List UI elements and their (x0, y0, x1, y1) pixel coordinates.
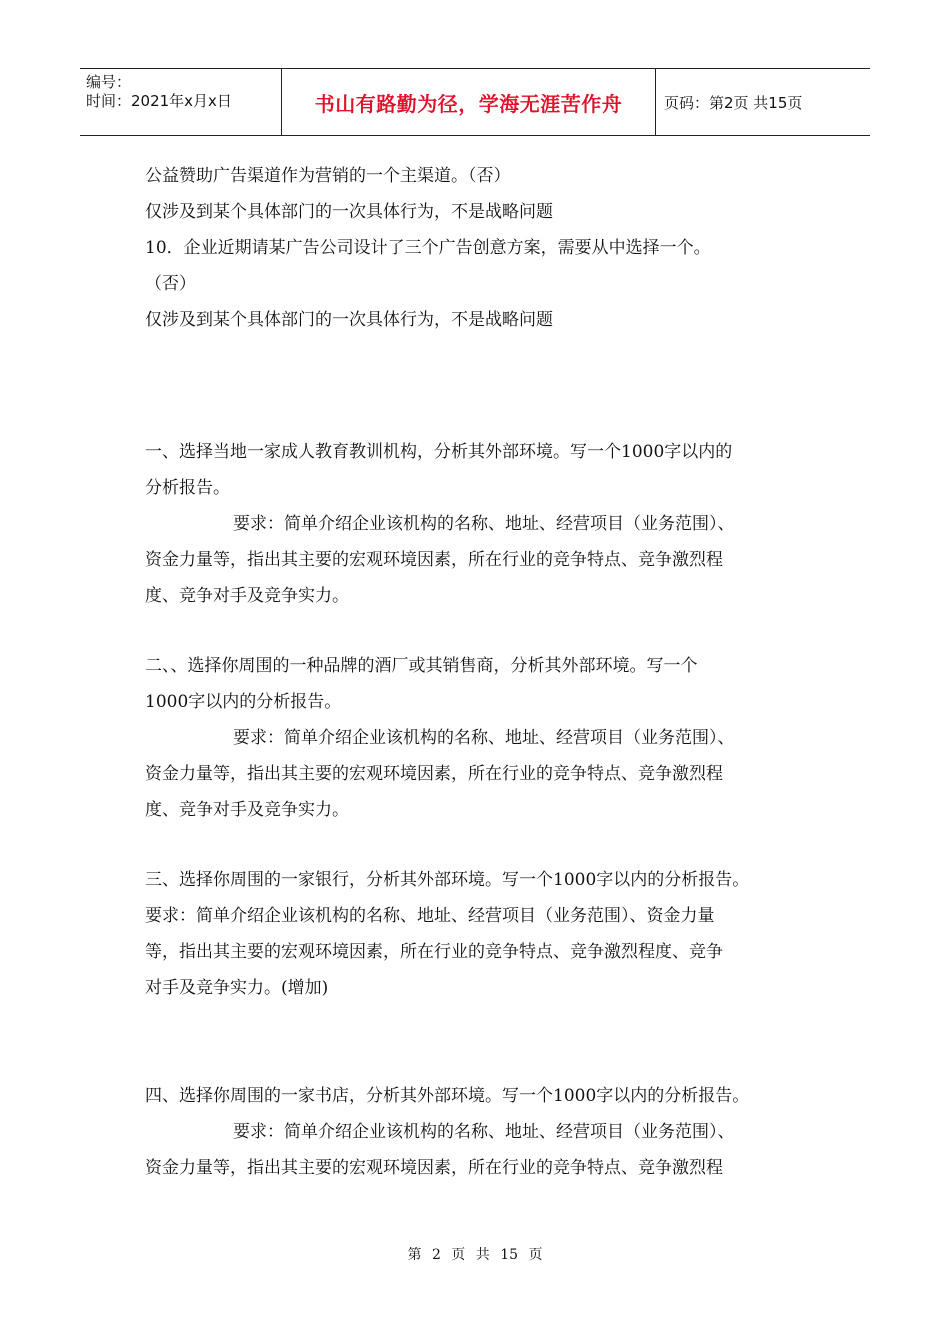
spacer (145, 1006, 810, 1078)
paragraph: 仅涉及到某个具体部门的一次具体行为，不是战略问题 (145, 202, 553, 222)
question-3-requirement: 要求：简单介绍企业该机构的名称、地址、经营项目（业务范围）、资金力量 (145, 906, 715, 926)
question-4-requirement: 资金力量等，指出其主要的宏观环境因素，所在行业的竞争特点、竞争激烈程 (145, 1158, 723, 1178)
question-2-title: 1000字以内的分析报告。 (145, 692, 342, 712)
question-4-requirement: 要求：简单介绍企业该机构的名称、地址、经营项目（业务范围）、 (233, 1122, 735, 1142)
spacer (145, 614, 810, 648)
question-2-requirement: 资金力量等，指出其主要的宏观环境因素，所在行业的竞争特点、竞争激烈程 (145, 764, 723, 784)
question-3-requirement: 等，指出其主要的宏观环境因素，所在行业的竞争特点、竞争激烈程度、竞争 (145, 942, 723, 962)
paragraph: 10．企业近期请某广告公司设计了三个广告创意方案，需要从中选择一个。 (145, 238, 711, 258)
page-header (80, 68, 870, 136)
paragraph: （否） (145, 274, 196, 294)
question-1-requirement: 要求：简单介绍企业该机构的名称、地址、经营项目（业务范围）、 (233, 514, 735, 534)
header-motto: 书山有路勤为径，学海无涯苦作舟 (314, 91, 623, 116)
paragraph: 仅涉及到某个具体部门的一次具体行为，不是战略问题 (145, 310, 553, 330)
page-footer: 第 2 页 共 15 页 (407, 1247, 543, 1263)
question-1-title: 一、选择当地一家成人教育教训机构，分析其外部环境。写一个1000字以内的 (145, 442, 733, 462)
document-body (145, 158, 810, 1186)
header-time: 时间：2021年x月x日 (86, 92, 232, 110)
header-page-info-cell (656, 69, 870, 135)
question-2-title: 二、、选择你周围的一种品牌的酒厂或其销售商，分析其外部环境。写一个 (145, 656, 698, 676)
question-3-requirement: 对手及竞争实力。(增加) (145, 978, 329, 998)
header-motto-cell (282, 69, 656, 135)
question-1-requirement: 度、竞争对手及竞争实力。 (145, 586, 349, 606)
spacer (145, 338, 810, 434)
header-page-info: 页码：第2页 共15页 (664, 93, 803, 112)
question-3-title: 三、选择你周围的一家银行，分析其外部环境。写一个1000字以内的分析报告。 (145, 870, 750, 890)
question-2-requirement: 要求：简单介绍企业该机构的名称、地址、经营项目（业务范围）、 (233, 728, 735, 748)
question-2-requirement: 度、竞争对手及竞争实力。 (145, 800, 349, 820)
header-number: 编号： (86, 73, 132, 91)
spacer (145, 828, 810, 862)
question-1-requirement: 资金力量等，指出其主要的宏观环境因素，所在行业的竞争特点、竞争激烈程 (145, 550, 723, 570)
header-meta (80, 69, 282, 135)
paragraph: 公益赞助广告渠道作为营销的一个主渠道。（否） (145, 166, 511, 186)
question-4-title: 四、选择你周围的一家书店，分析其外部环境。写一个1000字以内的分析报告。 (145, 1086, 750, 1106)
question-1-title: 分析报告。 (145, 478, 230, 498)
